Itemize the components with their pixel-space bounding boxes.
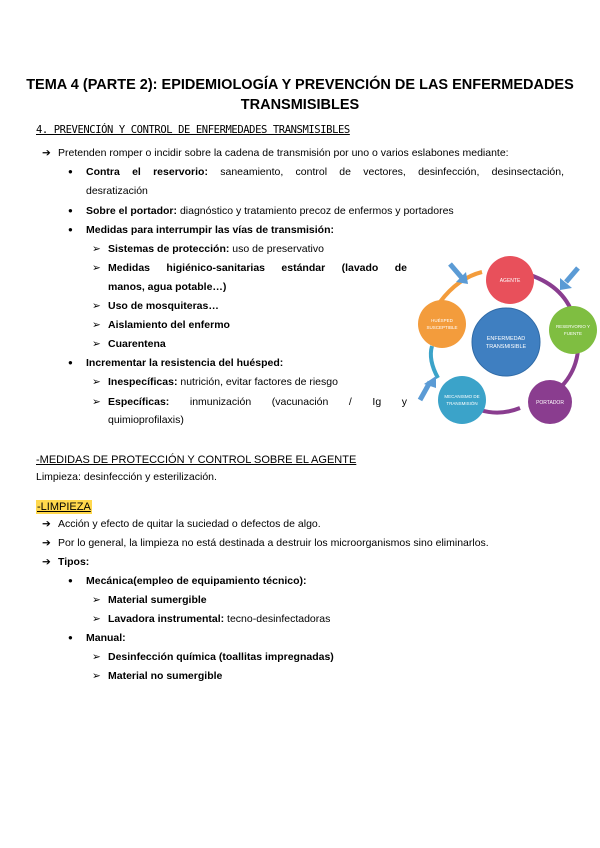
limpieza-general: Por lo general, la limpieza no está destinada a destruir los microorganismos sino eliminarlos. bbox=[58, 537, 489, 549]
node-mecanismo-label-1: MECANISMO DE bbox=[444, 394, 480, 399]
page-title: TEMA 4 (PARTE 2): EPIDEMIOLOGÍA Y PREVENCIÓN DE LAS ENFERMEDADES bbox=[26, 77, 574, 93]
mecanica-heading: Mecánica(empleo de equipamiento técnico): bbox=[86, 575, 307, 587]
manual-item-no-sumergible: Material no sumergible bbox=[108, 670, 223, 682]
bullet-icon: ● bbox=[68, 576, 73, 585]
mecanica-item-lavadora: Lavadora instrumental: tecno-desinfectadoras bbox=[108, 613, 331, 625]
sub-arrow-icon: ➢ bbox=[92, 319, 101, 331]
node-mecanismo bbox=[438, 376, 486, 424]
node-huesped-label-2: SUSCEPTIBLE bbox=[426, 325, 458, 330]
sub-arrow-icon: ➢ bbox=[92, 376, 101, 388]
sub-arrow-icon: ➢ bbox=[92, 396, 101, 408]
bullet-icon: ● bbox=[68, 633, 73, 642]
node-huesped-label-1: HUÉSPED bbox=[431, 318, 453, 323]
arrow-bullet-icon: ➔ bbox=[42, 518, 51, 530]
section-heading-medidas-agente: -MEDIDAS DE PROTECCIÓN Y CONTROL SOBRE EL AGENTE bbox=[36, 454, 357, 466]
vias-item-aislamiento: Aislamiento del enfermo bbox=[108, 319, 230, 331]
mecanica-item-sumergible: Material sumergible bbox=[108, 594, 207, 606]
sub-arrow-icon: ➢ bbox=[92, 243, 101, 255]
sub-arrow-icon: ➢ bbox=[92, 594, 101, 606]
tipos-heading: Tipos: bbox=[58, 556, 90, 568]
vias-heading: Medidas para interrumpir las vías de transmisión: bbox=[86, 224, 334, 236]
sub-arrow-icon: ➢ bbox=[92, 651, 101, 663]
manual-item-desinfeccion: Desinfección química (toallitas impregnadas) bbox=[108, 651, 334, 663]
limpieza-summary: Limpieza: desinfección y esterilización. bbox=[36, 471, 217, 483]
node-reservorio-label-2: FUENTE bbox=[564, 331, 582, 336]
node-reservorio-label-1: RESERVORIO Y bbox=[555, 324, 591, 329]
arrow-icon bbox=[560, 268, 578, 290]
chain-arc bbox=[480, 408, 520, 413]
node-huesped bbox=[418, 300, 466, 348]
bullet-icon: ● bbox=[68, 225, 73, 234]
sub-arrow-icon: ➢ bbox=[92, 262, 101, 274]
vias-item-higienico: Medidas higiénico-sanitarias estándar (lavado de bbox=[108, 262, 407, 274]
center-label-2: TRANSMISIBLE bbox=[485, 344, 527, 350]
page-title-line2: TRANSMISIBLES bbox=[240, 97, 360, 113]
node-reservorio bbox=[549, 306, 597, 354]
bullet-icon: ● bbox=[68, 206, 73, 215]
intro-text: Pretenden romper o incidir sobre la cadena de transmisión por uno o varios eslabones mediante: bbox=[58, 147, 509, 159]
vias-item-proteccion: Sistemas de protección: uso de preservativo bbox=[108, 243, 324, 255]
arrow-bullet-icon: ➔ bbox=[42, 147, 51, 159]
manual-heading: Manual: bbox=[86, 632, 126, 644]
center-node bbox=[472, 308, 540, 376]
section-heading-prevencion: 4. PREVENCIÓN Y CONTROL DE ENFERMEDADES TRANSMISIBLES bbox=[36, 124, 350, 136]
vias-item-higienico-cont: manos, agua potable…) bbox=[108, 281, 227, 293]
limpieza-definition: Acción y efecto de quitar la suciedad o defectos de algo. bbox=[58, 518, 321, 530]
bullet-icon: ● bbox=[68, 167, 73, 176]
sub-arrow-icon: ➢ bbox=[92, 338, 101, 350]
node-agente-label: AGENTE bbox=[499, 278, 521, 284]
sub-arrow-icon: ➢ bbox=[92, 613, 101, 625]
sub-arrow-icon: ➢ bbox=[92, 300, 101, 312]
inespecificas-item: Inespecíficas: nutrición, evitar factores de riesgo bbox=[108, 376, 338, 388]
arrow-bullet-icon: ➔ bbox=[42, 537, 51, 549]
arrow-bullet-icon: ➔ bbox=[42, 556, 51, 568]
node-portador-label: PORTADOR bbox=[536, 400, 564, 406]
resistencia-heading: Incrementar la resistencia del huésped: bbox=[86, 357, 284, 369]
sub-arrow-icon: ➢ bbox=[92, 670, 101, 682]
node-mecanismo-label-2: TRANSMISIÓN bbox=[446, 401, 478, 406]
reservorio-item: Contra el reservorio: saneamiento, control de vectores, desinfección, desinsectación, bbox=[86, 166, 565, 178]
center-label-1: ENFERMEDAD bbox=[486, 336, 526, 342]
arrow-icon bbox=[420, 376, 436, 400]
bullet-icon: ● bbox=[68, 358, 73, 367]
especificas-item-cont: quimioprofilaxis) bbox=[108, 414, 184, 426]
vias-item-cuarentena: Cuarentena bbox=[108, 338, 166, 350]
chain-arc bbox=[431, 346, 438, 378]
portador-item: Sobre el portador: diagnóstico y tratamiento precoz de enfermos y portadores bbox=[86, 205, 454, 217]
especificas-item: Específicas: inmunización (vacunación / Ig y bbox=[108, 396, 407, 408]
section-heading-limpieza: -LIMPIEZA bbox=[37, 501, 91, 513]
arrow-icon bbox=[450, 264, 468, 284]
reservorio-item-cont: desratización bbox=[86, 185, 148, 197]
transmission-chain-diagram bbox=[410, 250, 600, 425]
chain-arc bbox=[560, 350, 578, 388]
vias-item-mosquiteras: Uso de mosquiteras… bbox=[108, 300, 219, 312]
